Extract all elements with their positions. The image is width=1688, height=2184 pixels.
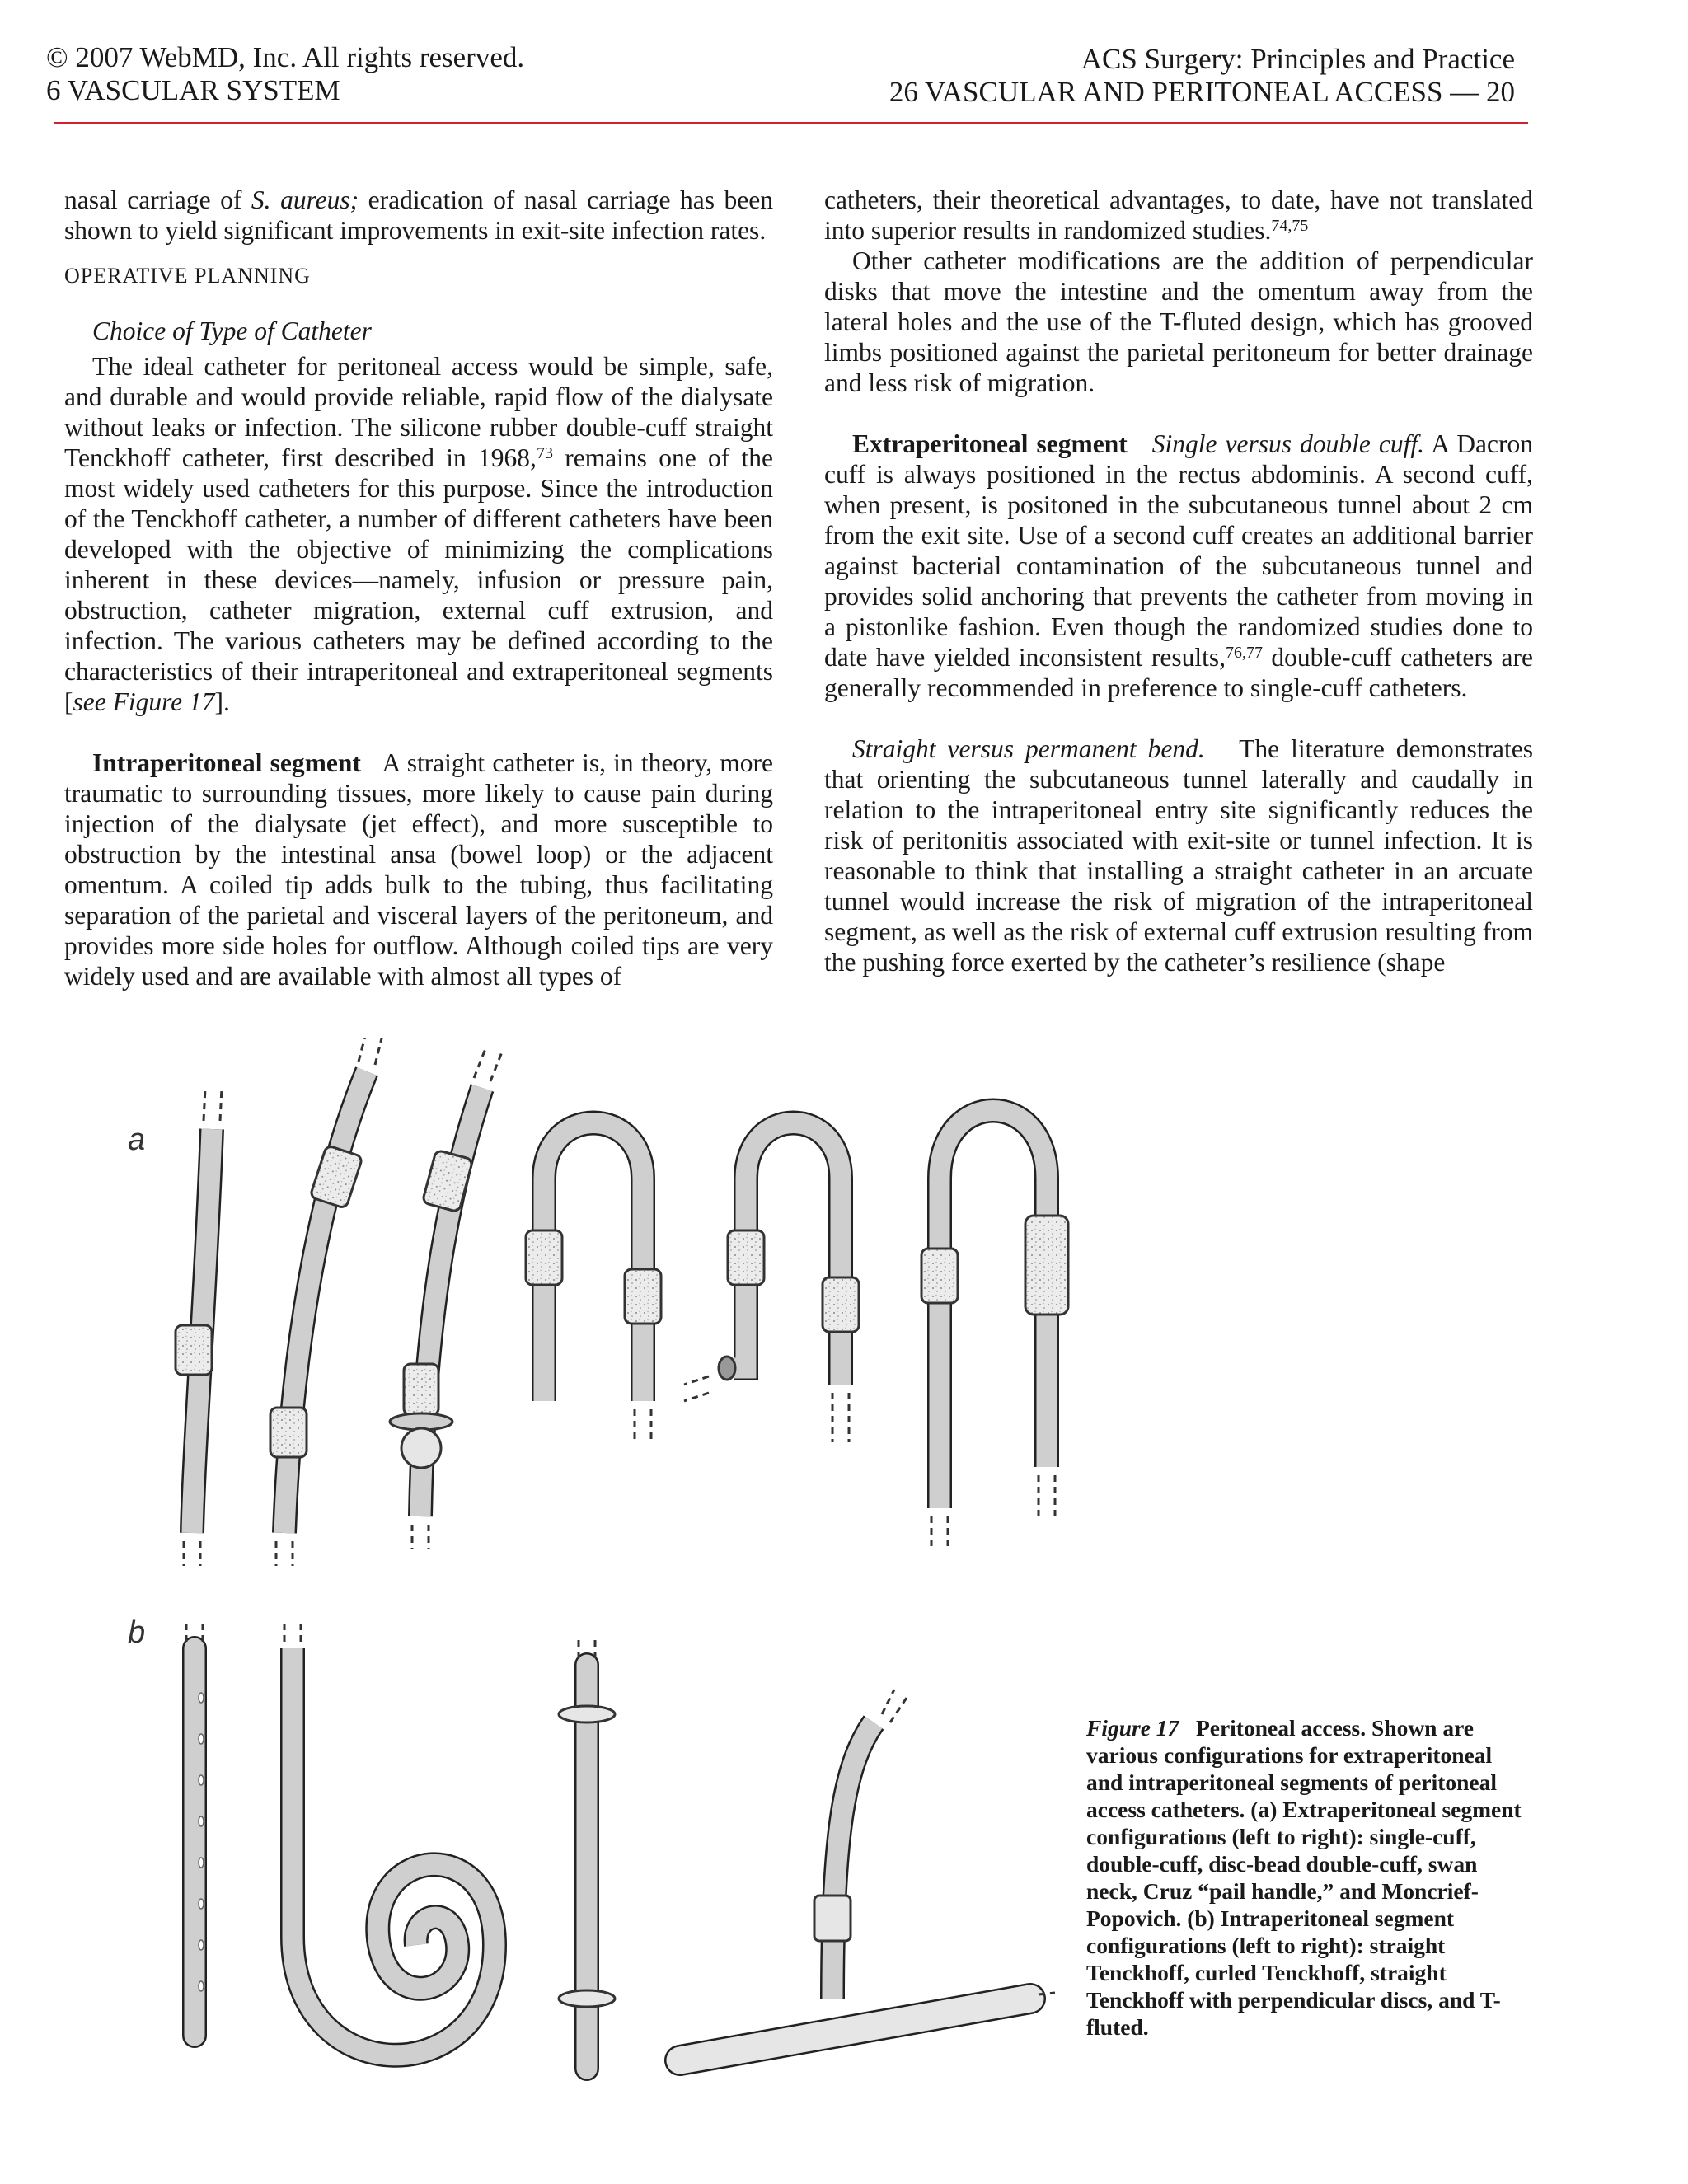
header-left — [46, 41, 524, 107]
right-paragraph-4: Straight versus permanent bend. The literature demonstrates that orienting the subcutaneous tunnel laterally and caudally in relation to the intraperitoneal entry site significantly reduces the risk of peritonitis associated with exit-site or tunnel infection. It is reasonable to think that installing a straight catheter in an arcuate tunnel would increase the risk of migration of the intraperitoneal segment, as well as the risk of external cuff extrusion resulting from the pushing force exerted by the catheter’s resilience (shape — [824, 734, 1533, 977]
catheter-disc-bead — [390, 1047, 503, 1549]
cuff-icon — [176, 1325, 212, 1375]
figure-17-illustration — [0, 1038, 1688, 2184]
left-column — [64, 185, 773, 991]
catheter-cruz-pail-handle — [684, 1123, 859, 1443]
catheter-perpendicular-discs — [559, 1640, 615, 2069]
caption-text: Peritoneal access. Shown are various configurations for extraperitoneal and intraperitoneal segments of peritoneal access catheters. (a) Extraperitoneal segment configurations (left to right): single-cuff, double-cuff, disc-bead double-cuff, swan neck, Cruz “pail handle,” and Moncrief-Popovich. (b) Intraperitoneal segment configurations (left to right): straight Tenckhoff, curled Tenckhoff, straight Tenckhoff with perpendicular discs, and T-fluted. — [1086, 1715, 1522, 2040]
right-paragraph-3: Extraperitoneal segment Single versus double cuff. A Dacron cuff is always positioned in the rectus abdominis. A second cuff, when present, is positoned in the subcutaneous tunnel about 2 cm from the exit site. Use of a second cuff creates an additional barrier against bacterial contamination of the subcutaneous tunnel and provides solid anchoring that prevents the catheter from moving in a pistonlike fashion. Even though the randomized studies done to date have yielded inconsistent results,$^{76,77}$ double-cuff catheters are generally recommended in preference to single-cuff catheters. — [824, 429, 1533, 702]
left-paragraph-2: The ideal catheter for peritoneal access would be simple, safe, and durable and would provide reliable, rapid flow of the dialysate without leaks or infection. The silicone rubber double-cuff straight Tenckhoff catheter, first described in 1968,73 remains one of the most widely used catheters for this purpose. Since the introduction of the Tenckhoff catheter, a number of different catheters have been developed with the objective of minimizing the complications inherent in these devices—namely, infusion or pressure pain, obstruction, catheter migration, external cuff extrusion, and infection. The various catheters may be defined according to the characteristics of their intraperitoneal and extraperitoneal segments [see Figure 17]. — [64, 352, 773, 716]
section-title: 6 VASCULAR SYSTEM — [46, 74, 340, 106]
chapter-title: 26 VASCULAR AND PERITONEAL ACCESS — 20 — [889, 76, 1515, 108]
figure-caption — [1086, 1714, 1531, 2041]
catheter-curled-tenckhoff — [284, 1624, 495, 2055]
right-column — [824, 185, 1533, 977]
book-title: ACS Surgery: Principles and Practice — [1081, 43, 1515, 75]
catheter-straight-tenckhoff — [186, 1624, 204, 2036]
catheter-single-cuff — [176, 1088, 222, 1566]
panel-b-label: b — [128, 1615, 146, 1650]
catheter-double-cuff — [270, 1038, 383, 1566]
catheter-swan-neck — [526, 1123, 661, 1443]
caption-figure-number: Figure 17 — [1086, 1715, 1179, 1741]
panel-a-label: a — [128, 1122, 146, 1157]
subsection-heading: Choice of Type of Catheter — [92, 316, 372, 345]
right-paragraph-1: catheters, their theoretical advantages, to date, have not translated into superior results in randomized studies.$^{74,75}$ — [824, 185, 1533, 245]
section-heading: OPERATIVE PLANNING — [64, 264, 311, 288]
header-rule — [54, 122, 1528, 124]
left-paragraph-1: nasal carriage of S. aureus; eradication of nasal carriage has been shown to yield significant improvements in exit-site infection rates. — [64, 185, 773, 245]
copyright-line: © 2007 WebMD, Inc. All rights reserved. — [46, 41, 525, 73]
catheter-t-fluted — [680, 1690, 1055, 2060]
catheter-moncrief-popovich — [921, 1111, 1068, 1550]
header-right — [889, 43, 1515, 109]
right-paragraph-2: Other catheter modifications are the addition of perpendicular disks that move the intestine and the omentum away from the lateral holes and the use of the T-fluted design, which has grooved limbs positioned against the parietal peritoneum for better drainage and less risk of migration. — [824, 246, 1533, 397]
left-paragraph-3: Intraperitoneal segment A straight catheter is, in theory, more traumatic to surrounding tissues, more likely to cause pain during injection of the dialysate (jet effect), and more susceptible to obstruction by the intestinal ansa (bowel loop) or the adjacent omentum. A coiled tip adds bulk to the tubing, thus facilitating separation of the parietal and visceral layers of the peritoneum, and provides more side holes for outflow. Although coiled tips are very widely used and are available with almost all types of — [64, 748, 773, 991]
